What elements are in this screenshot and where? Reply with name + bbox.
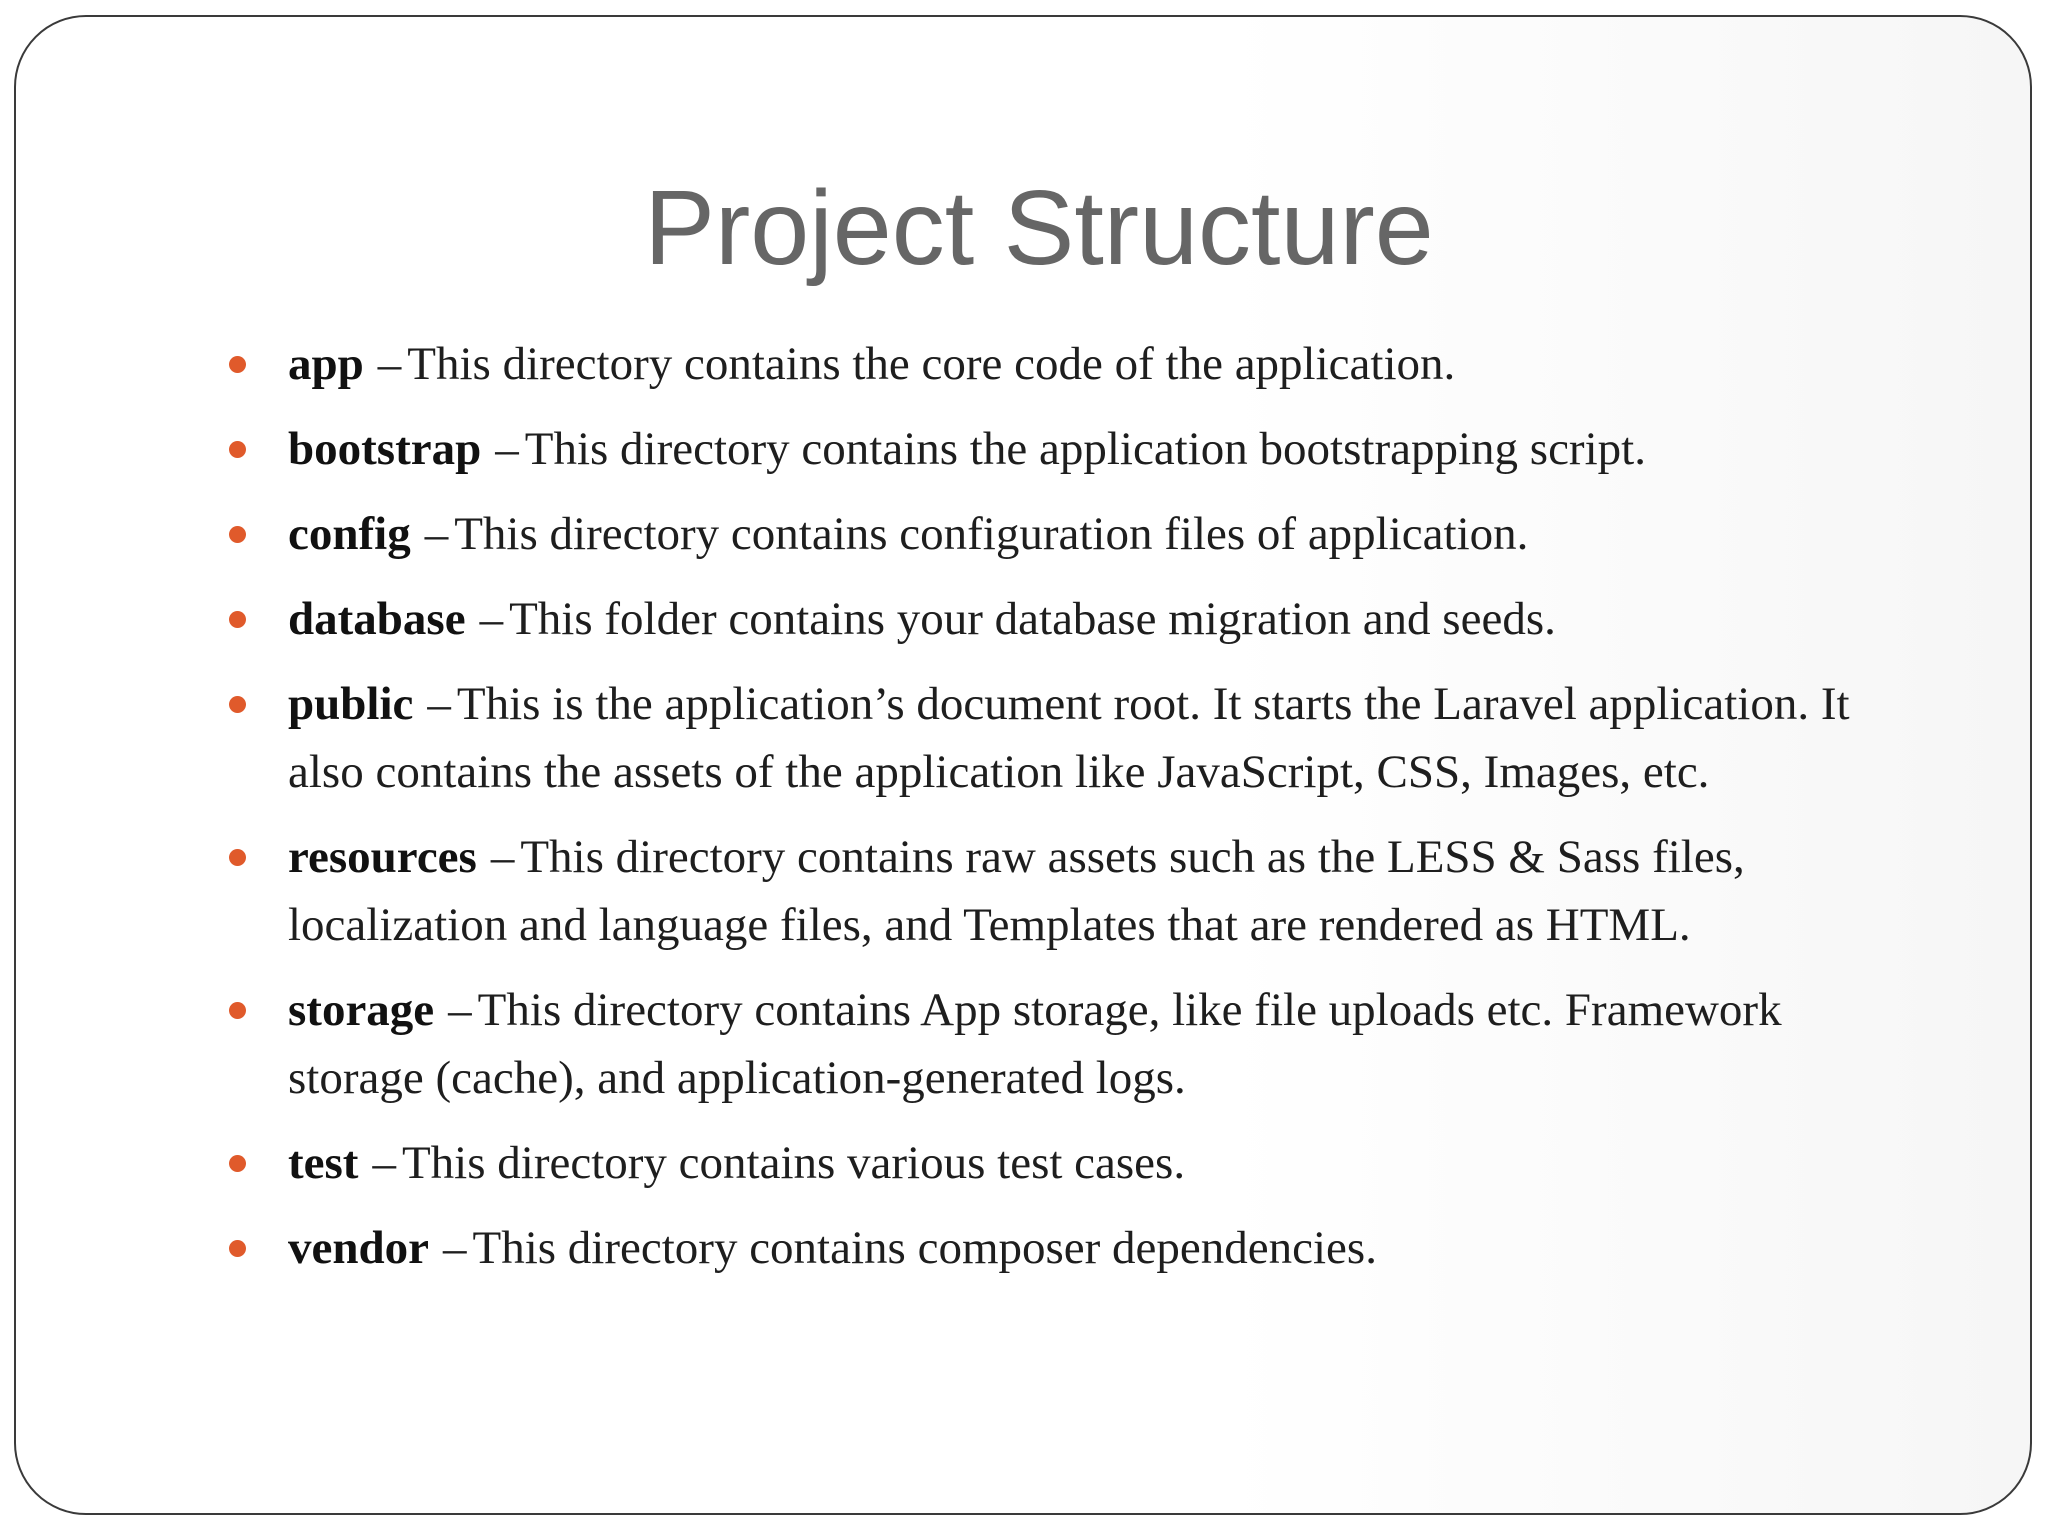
bullet-dot-icon [229,696,246,713]
item-separator: – [424,508,449,560]
item-description: This directory contains various test cases. [401,1137,1186,1189]
item-term: public [288,678,414,730]
item-description: This directory contains configuration files of application. [454,508,1529,560]
bullet-dot-icon [229,1155,246,1172]
item-description: This directory contains the core code of the application. [407,338,1456,390]
item-term: app [288,338,364,390]
item-separator: – [427,678,451,730]
bullet-dot-icon [229,1002,246,1019]
item-term: storage [288,984,435,1036]
item-term: database [288,593,466,645]
bullet-dot-icon [229,611,246,628]
item-separator: – [443,1222,467,1274]
bullet-dot-icon [229,1240,246,1257]
item-description: This folder contains your database migration and seeds. [509,593,1556,645]
item-description: This is the application’s document root. It starts the Laravel application. It also contains the assets of the application like JavaScript, CSS, Images, etc. [288,678,1850,798]
item-separator: – [377,338,402,390]
item-term: bootstrap [288,423,482,475]
list-item [0,976,2048,1112]
list-item [0,670,2048,806]
item-separator: – [490,831,515,883]
bullet-dot-icon [229,356,246,373]
bullet-list [0,330,2048,1299]
bullet-dot-icon [229,849,246,866]
list-item [0,500,2048,568]
item-separator: – [479,593,504,645]
list-item [0,1214,2048,1282]
slide-title: Project Structure [644,169,1434,287]
list-item [0,585,2048,653]
bullet-dot-icon [229,441,246,458]
item-term: test [288,1137,359,1189]
list-item [0,330,2048,398]
item-term: config [288,508,411,560]
item-term: resources [288,831,477,883]
list-item [0,415,2048,483]
item-separator: – [448,984,472,1036]
item-term: vendor [288,1222,429,1274]
item-separator: – [495,423,519,475]
item-description: This directory contains raw assets such as the LESS & Sass files, localization and language files, and Templates that are rendered as HTML. [288,831,1745,951]
item-description: This directory contains the application bootstrapping script. [524,423,1646,475]
item-separator: – [372,1137,396,1189]
bullet-dot-icon [229,526,246,543]
list-item [0,1129,2048,1197]
list-item [0,823,2048,959]
item-description: This directory contains composer dependencies. [472,1222,1377,1274]
item-description: This directory contains App storage, like file uploads etc. Framework storage (cache), and application-generated logs. [288,984,1782,1104]
